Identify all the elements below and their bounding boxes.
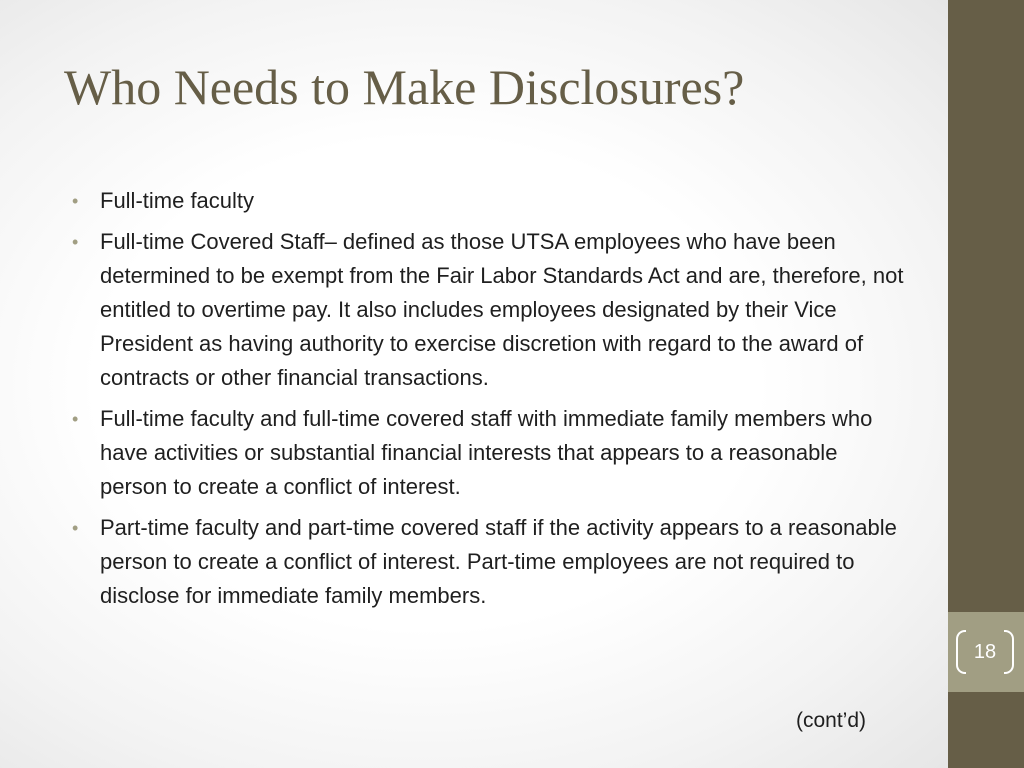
page-number-frame [956,630,1014,674]
bullet-marker-icon: • [72,191,79,211]
bullet-marker-icon: • [72,232,79,252]
bullet-text: Part-time faculty and part-time covered staff if the activity appears to a reasonable person to create a conflict of interest. Part-time employees are not required to disclose for immediate family members. [100,515,897,608]
page-number: 18 [973,641,997,663]
bullet-text: Full-time Covered Staff– defined as those UTSA employees who have been determined to be exempt from the Fair Labor Standards Act and are, therefore, not entitled to overtime pay. It also includes employees designated by their Vice President as having authority to exercise discretion with regard to the award of contracts or other financial transactions. [100,229,904,390]
page-number-box [948,612,1024,692]
bullet-item [72,225,910,395]
slide-title: Who Needs to Make Disclosures? [64,59,745,115]
bullet-text: Full-time faculty [100,188,255,213]
bullet-item [72,511,910,613]
bullet-text: Full-time faculty and full-time covered staff with immediate family members who have activities or substantial financial interests that appears to a reasonable person to create a conflict of interest. [100,406,873,499]
bullet-marker-icon: • [72,409,79,429]
bullet-list [72,184,910,620]
continued-note: (cont’d) [796,709,867,732]
bullet-marker-icon: • [72,518,79,538]
bullet-item [72,402,910,504]
bullet-item [72,184,910,218]
